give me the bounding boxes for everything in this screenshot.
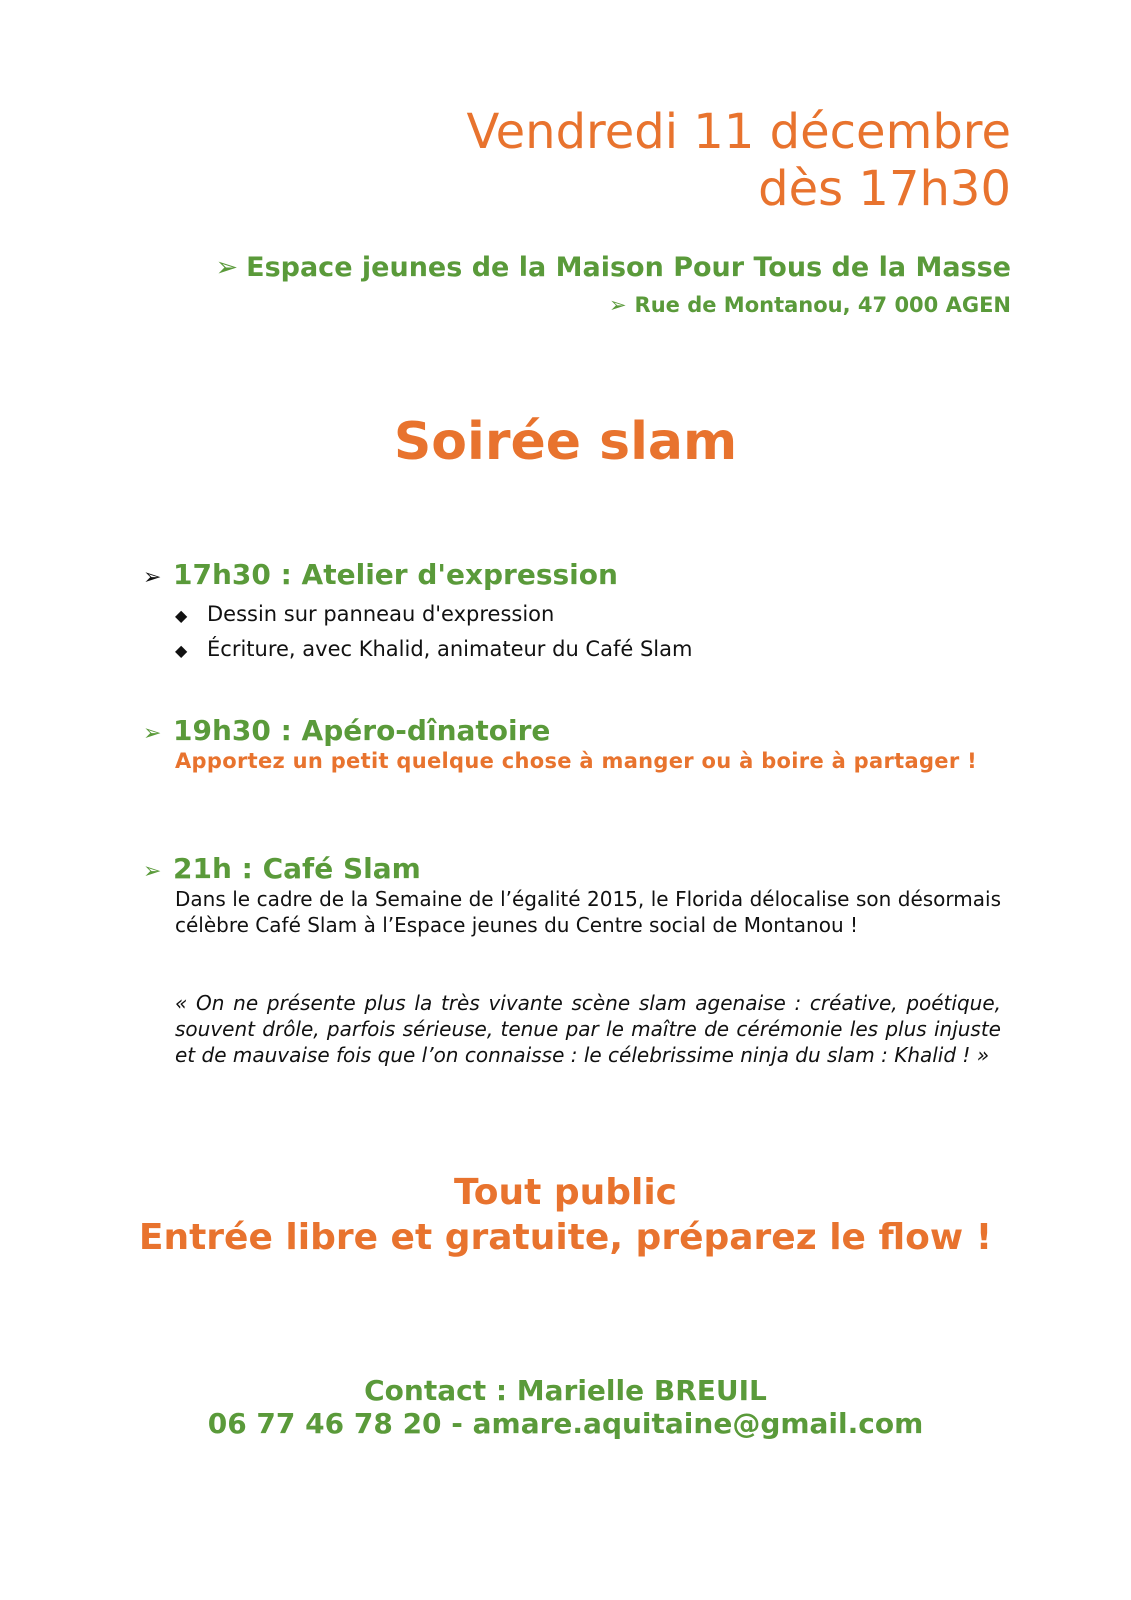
arrow-icon: ➢ (143, 859, 162, 884)
section-atelier-title: 17h30 : Atelier d'expression (173, 558, 618, 591)
date-line-2: dès 17h30 (758, 161, 1011, 217)
arrow-icon: ➢ (143, 565, 162, 590)
contact-name: Contact : Marielle BREUIL (364, 1374, 767, 1407)
location-name (216, 252, 1012, 283)
location-address-text: Rue de Montanou, 47 000 AGEN (634, 293, 1011, 317)
contact-block (0, 1374, 1131, 1440)
location-name-text: Espace jeunes de la Maison Pour Tous de la Masse (246, 252, 1011, 283)
section-apero-title: 19h30 : Apéro-dînatoire (173, 714, 551, 747)
cafe-quote: « On ne présente plus la très vivante scène slam agenaise : créative, poétique, souvent drôle, parfois sérieuse, tenue par le maître de cérémonie les plus injuste et de mauvaise fois que l’on connaisse : le célebrissime ninja du slam : Khalid ! » (175, 991, 1001, 1067)
section-cafe-heading (143, 852, 421, 885)
entry-text: Entrée libre et gratuite, préparez le flow ! (138, 1217, 993, 1258)
event-date (467, 104, 1012, 218)
audience-text: Tout public (453, 1172, 678, 1213)
location-address (609, 293, 1011, 317)
apero-note: Apportez un petit quelque chose à manger ou à boire à partager ! (175, 749, 977, 773)
page-title: Soirée slam (393, 412, 738, 472)
list-item (175, 602, 554, 626)
section-apero-heading (143, 714, 550, 747)
audience-block (0, 1170, 1131, 1260)
arrow-icon: ➢ (215, 252, 239, 283)
diamond-bullet-icon: ◆ (175, 641, 188, 660)
list-item-text: Dessin sur panneau d'expression (207, 602, 555, 626)
arrow-icon: ➢ (608, 293, 627, 317)
contact-phone-email: 06 77 46 78 20 - amare.aquitaine@gmail.com (207, 1407, 924, 1440)
diamond-bullet-icon: ◆ (175, 606, 188, 625)
arrow-icon: ➢ (143, 721, 162, 746)
date-line-1: Vendredi 11 décembre (466, 104, 1011, 160)
list-item (175, 637, 692, 661)
cafe-description: Dans le cadre de la Semaine de l’égalité 2015, le Florida délocalise son désormais célèbre Café Slam à l’Espace jeunes du Centre social de Montanou ! (175, 887, 1001, 937)
section-cafe-title: 21h : Café Slam (173, 852, 421, 885)
section-atelier-heading (143, 558, 618, 591)
list-item-text: Écriture, avec Khalid, animateur du Café Slam (207, 637, 693, 661)
